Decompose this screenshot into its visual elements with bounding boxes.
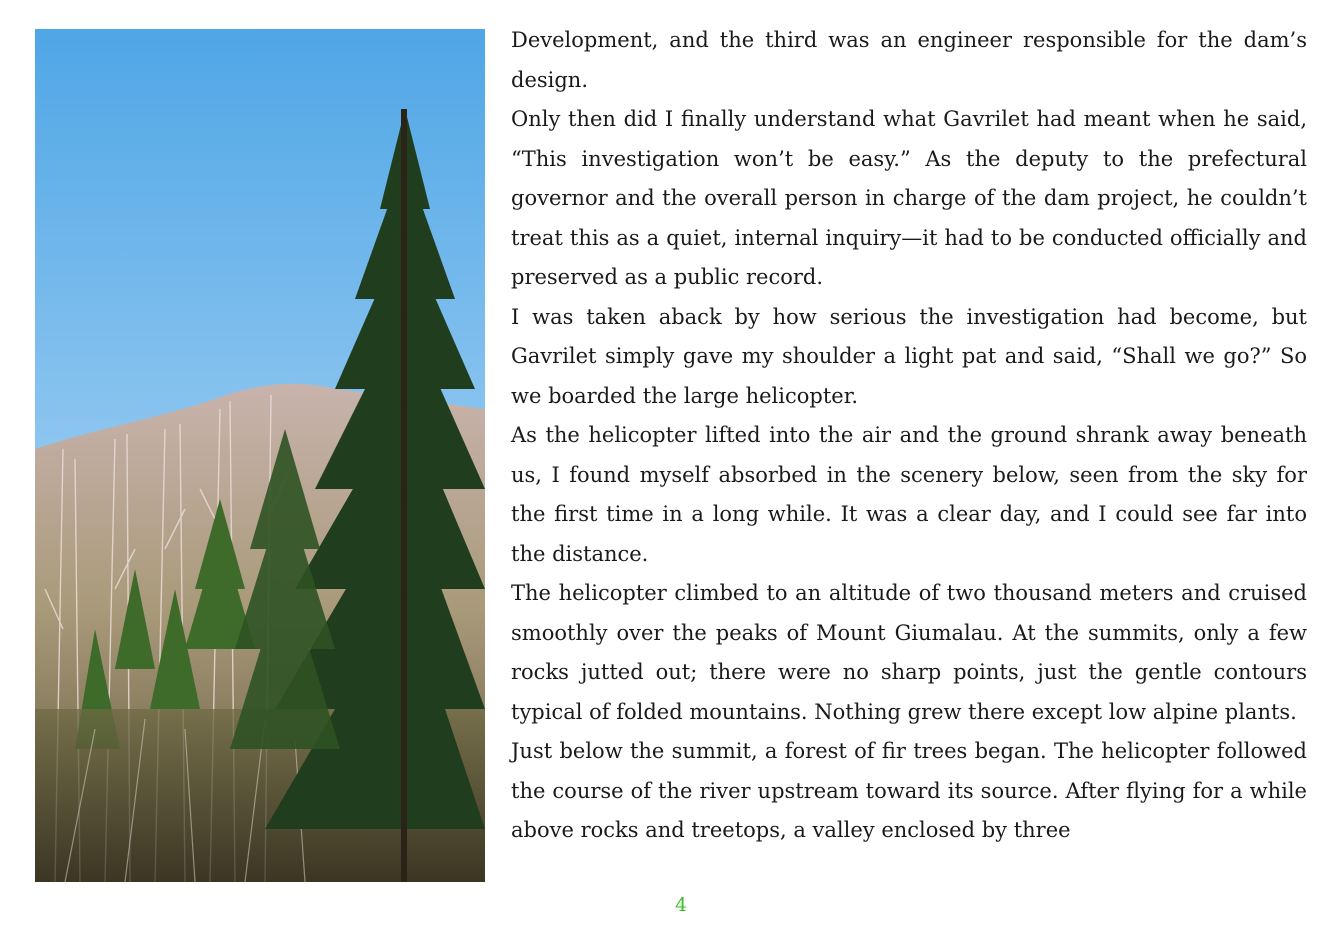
paragraph: Just below the summit, a forest of fir trees began. The helicopter followed the course of the river upstream toward its source. After flying for a while above rocks and treetops, a valley enclosed by three [511, 739, 1307, 842]
paragraph: Development, and the third was an engineer responsible for the dam’s design. [511, 28, 1307, 92]
body-text [511, 21, 1307, 851]
page-number: 4 [675, 894, 688, 916]
paragraph: As the helicopter lifted into the air and the ground shrank away beneath us, I found myself absorbed in the scenery below, seen from the sky for the first time in a long while. It was a clear day, and I could see far into the distance. [511, 423, 1307, 566]
paragraph: Only then did I finally understand what Gavrilet had meant when he said, “This investigation won’t be easy.” As the deputy to the prefectural governor and the overall person in charge of the dam project, he couldn’t treat this as a quiet, internal inquiry—it had to be conducted officially and preserved as a public record. [511, 107, 1307, 289]
paragraph: I was taken aback by how serious the investigation had become, but Gavrilet simply gave my shoulder a light pat and said, “Shall we go?” So we boarded the large helicopter. [511, 304, 1307, 408]
paragraph: The helicopter climbed to an altitude of two thousand meters and cruised smoothly over the peaks of Mount Giumalau. At the summits, only a few rocks jutted out; there were no sharp points, just the gentle contours typical of folded mountains. Nothing grew there except low alpine plants. [511, 581, 1307, 724]
forest-photo [35, 29, 485, 882]
